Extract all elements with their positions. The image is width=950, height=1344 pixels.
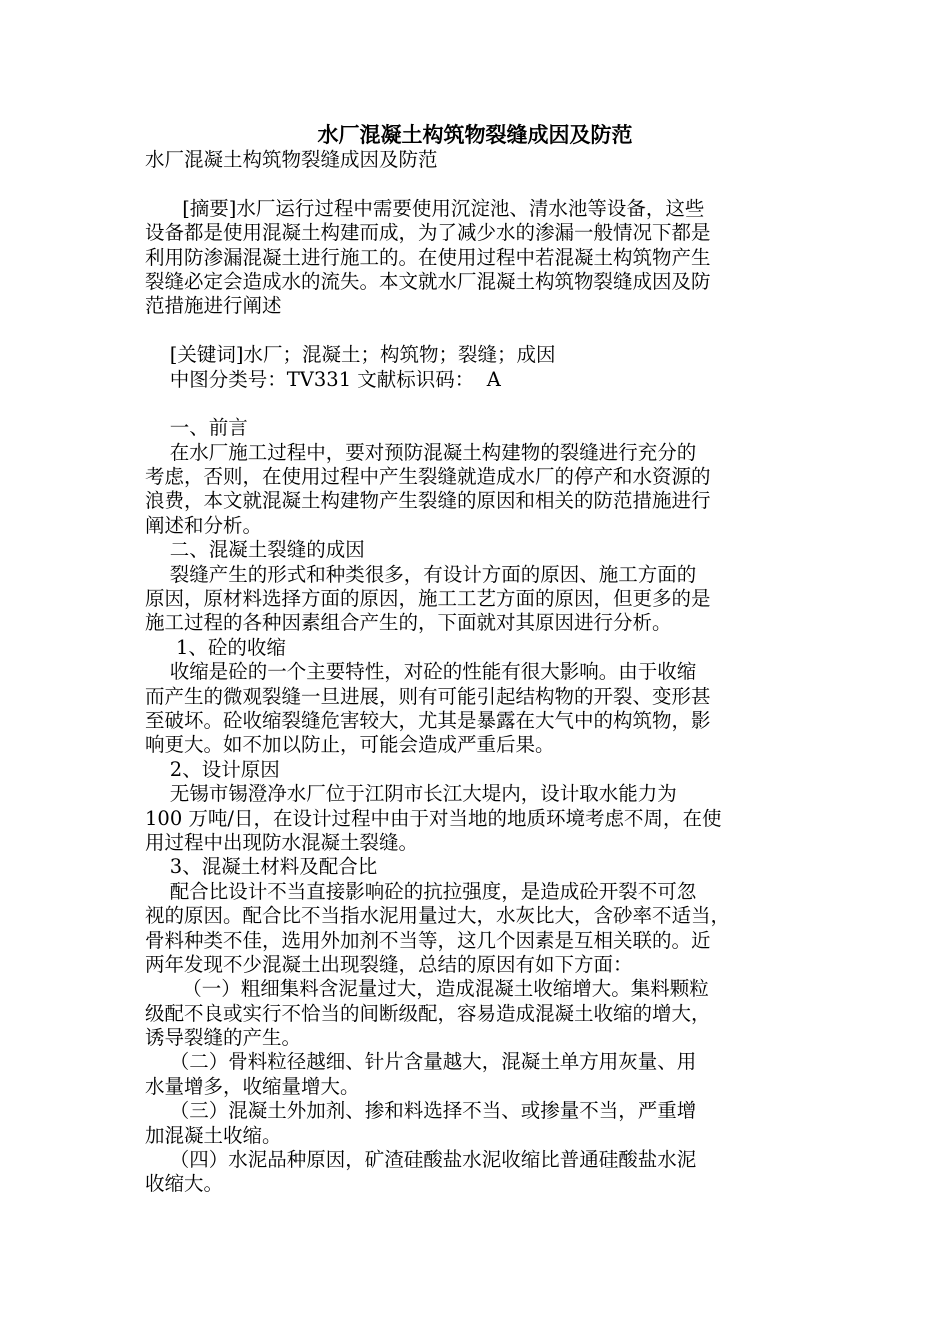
text-line: 而产生的微观裂缝一旦进展，则有可能引起结构物的开裂、变形甚	[145, 684, 711, 708]
text-line: 1、砼的收缩	[145, 635, 286, 659]
text-line: （一）粗细集料含泥量过大，造成混凝土收缩增大。集料颗粒	[145, 977, 709, 1001]
text-line: 配合比设计不当直接影响砼的抗拉强度，是造成砼开裂不可忽	[145, 879, 697, 903]
text-line: 用过程中出现防水混凝土裂缝。	[145, 830, 419, 854]
text-line: 利用防渗漏混凝土进行施工的。在使用过程中若混凝土构筑物产生	[145, 245, 711, 269]
text-line: 收缩大。	[145, 1172, 224, 1196]
text-line: 设备都是使用混凝土构建而成，为了减少水的渗漏一般情况下都是	[145, 221, 711, 245]
text-line: 二、混凝土裂缝的成因	[145, 538, 365, 562]
text-line: 骨料种类不佳，选用外加剂不当等，这几个因素是互相关联的。近	[145, 928, 711, 952]
text-line: 阐述和分析。	[145, 513, 263, 537]
document-title: 水厂混凝土构筑物裂缝成因及防范	[317, 122, 633, 147]
text-line: 3、混凝土材料及配合比	[145, 855, 378, 879]
text-line: 100 万吨/日，在设计过程中由于对当地的地质环境考虑不周，在使	[145, 806, 722, 830]
text-line: [关键词]水厂；混凝土；构筑物；裂缝；成因	[145, 343, 556, 367]
text-line: 考虑，否则，在使用过程中产生裂缝就造成水厂的停产和水资源的	[145, 465, 711, 489]
text-line: 水厂混凝土构筑物裂缝成因及防范	[145, 148, 438, 171]
text-line: （二）骨料粒径越细、针片含量越大，混凝土单方用灰量、用	[145, 1050, 697, 1074]
text-line: 范措施进行阐述	[145, 294, 282, 318]
text-line: 裂缝产生的形式和种类很多，有设计方面的原因、施工方面的	[145, 562, 697, 586]
text-line: 级配不良或实行不恰当的间断级配，容易造成混凝土收缩的增大，	[145, 1001, 711, 1025]
text-line: （四）水泥品种原因，矿渣硅酸盐水泥收缩比普通硅酸盐水泥	[145, 1148, 697, 1172]
text-line: 无锡市锡澄净水厂位于江阴市长江大堤内，设计取水能力为	[145, 782, 677, 806]
text-line: 视的原因。配合比不当指水泥用量过大，水灰比大，含砂率不适当，	[145, 904, 731, 928]
blank-line	[145, 172, 805, 196]
text-line: 施工过程的各种因素组合产生的，下面就对其原因进行分析。	[145, 611, 672, 635]
text-line: 中图分类号：TV331 文献标识码： A	[145, 367, 501, 391]
text-line: 至破坏。砼收缩裂缝危害较大，尤其是暴露在大气中的构筑物，影	[145, 708, 711, 732]
text-line: 加混凝土收缩。	[145, 1123, 282, 1147]
text-line: 裂缝必定会造成水的流失。本文就水厂混凝土构筑物裂缝成因及防	[145, 269, 711, 293]
text-line: 原因，原材料选择方面的原因，施工工艺方面的原因，但更多的是	[145, 587, 711, 611]
text-line: 水量增多，收缩量增大。	[145, 1074, 360, 1098]
text-line: 浪费，本文就混凝土构建物产生裂缝的原因和相关的防范措施进行	[145, 489, 711, 513]
text-line: 一、前言	[145, 416, 248, 440]
text-line: （三）混凝土外加剂、掺和料选择不当、或掺量不当，严重增	[145, 1099, 697, 1123]
text-line: [摘要]水厂运行过程中需要使用沉淀池、清水池等设备，这些	[145, 196, 705, 220]
text-line: 诱导裂缝的产生。	[145, 1026, 302, 1050]
text-line: 两年发现不少混凝土出现裂缝，总结的原因有如下方面：	[145, 952, 633, 976]
blank-line	[145, 392, 805, 416]
document-body	[145, 148, 805, 1197]
text-line: 响更大。如不加以防止，可能会造成严重后果。	[145, 733, 555, 757]
text-line: 在水厂施工过程中，要对预防混凝土构建物的裂缝进行充分的	[145, 440, 697, 464]
text-line: 收缩是砼的一个主要特性，对砼的性能有很大影响。由于收缩	[145, 660, 697, 684]
blank-line	[145, 319, 805, 343]
text-line: 2、设计原因	[145, 757, 280, 781]
